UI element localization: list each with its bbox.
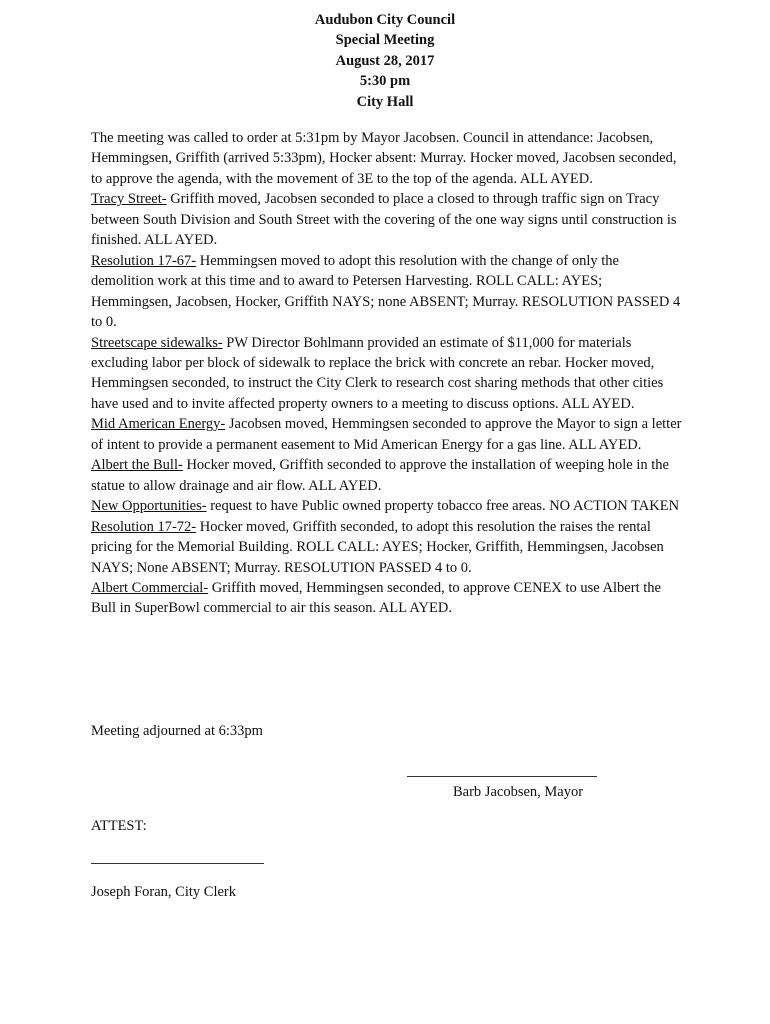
clerk-signature-line	[91, 863, 264, 864]
albert-commercial-text: Griffith moved, Hemmingsen seconded, to approve CENEX to use Albert the Bull in SuperBowl commercial to air this season. ALL AYED.	[91, 579, 661, 617]
tracy-street-text: Griffith moved, Jacobsen seconded to place a closed to through traffic sign on Tracy between South Division and South Street with the covering of the one way signs until construction is finished. ALL AYED.	[91, 191, 677, 249]
resolution-17-67-item	[91, 251, 683, 333]
mid-american-heading: Mid American Energy-	[91, 416, 226, 433]
adjournment-text: Meeting adjourned at 6:33pm	[91, 723, 263, 739]
albert-commercial-heading: Albert Commercial-	[91, 579, 209, 596]
mayor-signature-line	[407, 776, 597, 777]
resolution-17-72-text: Hocker moved, Griffith seconded, to adopt this resolution the raises the rental pricing for the Memorial Building. ROLL CALL: AYES; Hocker, Griffith, Hemmingsen, Jacobsen NAYS; None ABSENT; Murray. RESOLUTION PASSED 4 to 0.	[91, 518, 664, 576]
resolution-17-72-heading: Resolution 17-72-	[91, 518, 197, 535]
albert-bull-text: Hocker moved, Griffith seconded to approve the installation of weeping hole in the statue to allow drainage and air flow. ALL AYED.	[91, 457, 669, 494]
document-header	[0, 10, 770, 112]
council-name: Audubon City Council	[314, 12, 456, 28]
attest-label: ATTEST:	[91, 818, 147, 834]
resolution-17-67-heading: Resolution 17-67-	[91, 252, 197, 269]
tracy-street-item	[91, 189, 683, 250]
meeting-location: City Hall	[356, 93, 414, 110]
minutes-body	[91, 128, 683, 619]
clerk-signature-name: Joseph Foran, City Clerk	[91, 884, 236, 900]
resolution-17-67-text: Hemmingsen moved to adopt this resolution with the change of only the demolition work at this time and to award to Petersen Harvesting. ROLL CALL: AYES; Hemmingsen, Jacobsen, Hocker, Griffith NAYS; none ABSENT; Murray. RESOLUTION PASSED 4 to 0.	[91, 252, 681, 331]
new-opportunities-item	[91, 496, 683, 516]
meeting-date: August 28, 2017	[335, 52, 435, 69]
mid-american-item	[91, 414, 683, 455]
albert-bull-item	[91, 455, 683, 496]
albert-bull-heading: Albert the Bull-	[91, 457, 183, 474]
meeting-time: 5:30 pm	[359, 73, 411, 90]
intro-paragraph: The meeting was called to order at 5:31pm by Mayor Jacobsen. Council in attendance: Jacobsen, Hemmingsen, Griffith (arrived 5:33pm), Hocker absent: Murray. Hocker moved, Jacobsen seconded, to approve the agenda, with the movement of 3E to the top of the agenda. ALL AYED.	[91, 130, 677, 187]
new-opportunities-heading: New Opportunities-	[91, 498, 207, 515]
resolution-17-72-item	[91, 517, 683, 578]
mayor-signature-name: Barb Jacobsen, Mayor	[453, 784, 584, 800]
tracy-street-heading: Tracy Street-	[91, 191, 167, 208]
streetscape-text: PW Director Bohlmann provided an estimate of $11,000 for materials excluding labor per block of sidewalk to replace the brick with concrete an rebar. Hocker moved, Hemmingsen seconded, to instruct the City Clerk to research cost sharing methods that other cities have used and to invite affected property owners to a meeting to discuss options. ALL AYED.	[91, 334, 664, 412]
meeting-type: Special Meeting	[335, 32, 435, 49]
albert-commercial-item	[91, 578, 683, 619]
streetscape-item	[91, 333, 683, 415]
new-opportunities-text: request to have Public owned property tobacco free areas. NO ACTION TAKEN	[206, 498, 680, 515]
mid-american-text: Jacobsen moved, Hemmingsen seconded to approve the Mayor to sign a letter of intent to provide a permanent easement to Mid American Energy for a gas line. ALL AYED.	[91, 416, 682, 453]
streetscape-heading: Streetscape sidewalks-	[91, 334, 223, 351]
